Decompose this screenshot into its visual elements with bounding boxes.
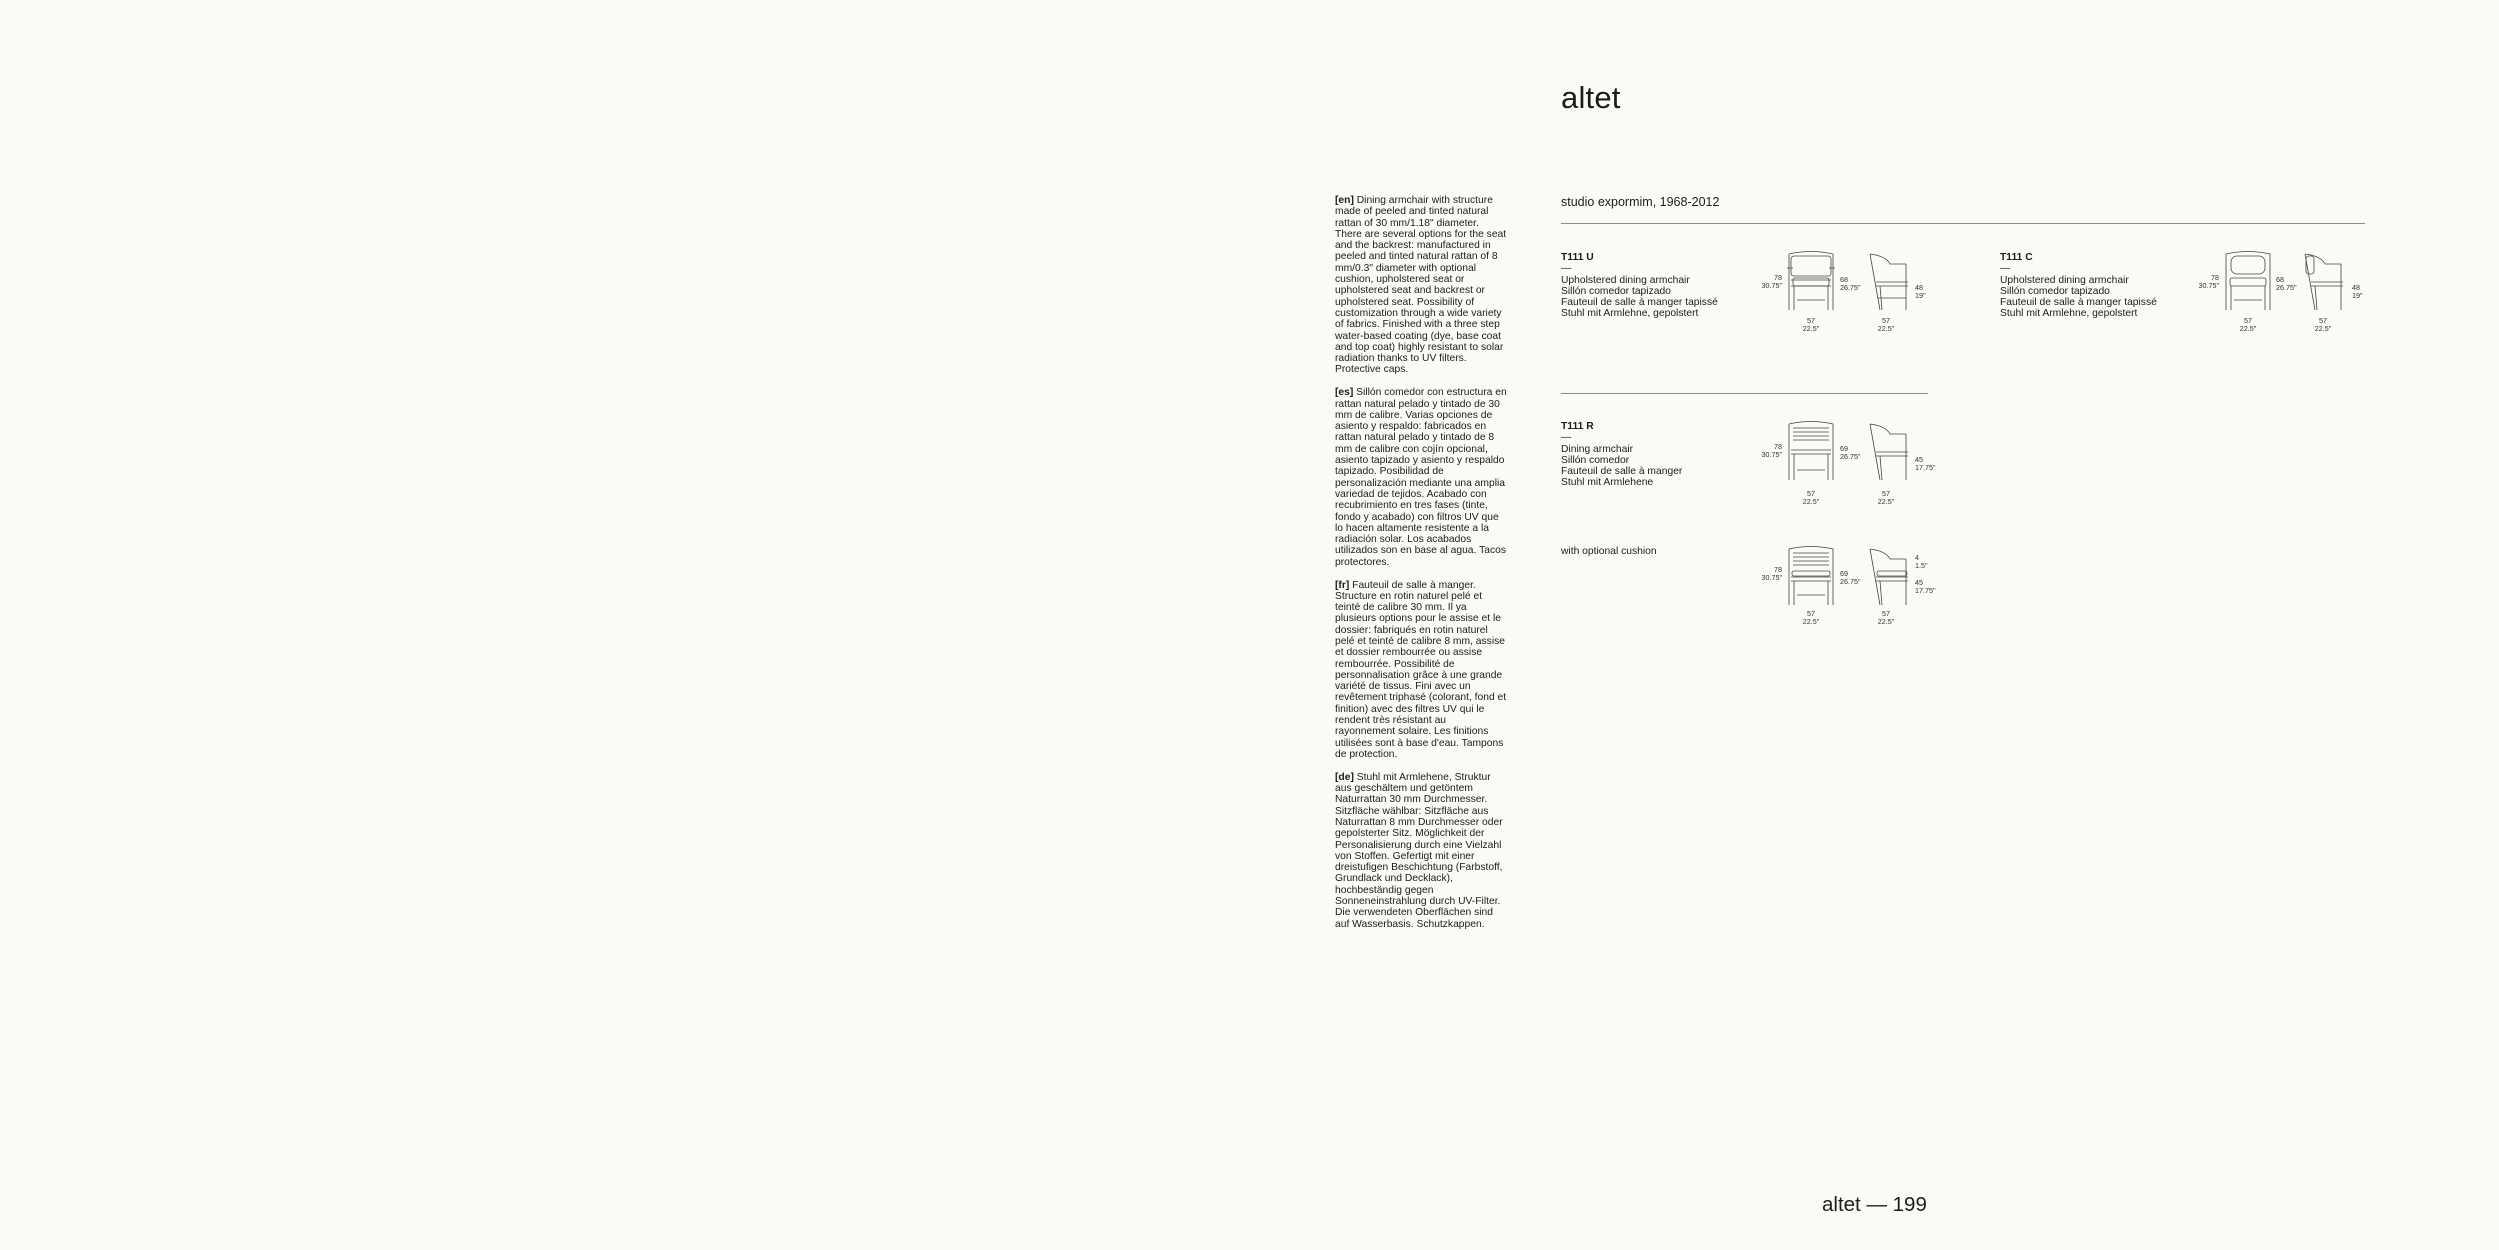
product-name-de: Stuhl mit Armlehne, gepolstert <box>2000 308 2138 320</box>
product-name-es: Sillón comedor tapizado <box>1561 285 1671 297</box>
dimension-cushion-thickness: 4 1.5" <box>1915 553 1928 570</box>
product-name-es: Sillón comedor <box>1561 454 1630 466</box>
product-name-fr: Fauteuil de salle à manger tapissé <box>2000 297 2157 309</box>
product-code: T111 C <box>2000 252 2033 263</box>
dimension-seat-height: 45 17.75" <box>1915 578 1936 595</box>
section-divider <box>1561 393 1928 394</box>
dimension-width: 57 22.5" <box>1802 316 1820 333</box>
page-footer: altet — 199 <box>1822 1193 1927 1216</box>
optional-cushion-label: with optional cushion <box>1561 546 1657 557</box>
dimension-depth: 57 22.5" <box>1877 316 1895 333</box>
dimension-depth: 57 22.5" <box>2314 316 2332 333</box>
product-code: T111 R <box>1561 421 1594 432</box>
dimension-seat-height: 48 19" <box>1915 283 1926 300</box>
description-fr: [fr] Fauteuil de salle à manger. Structure en rotin naturel pelé et teinté de calibre 30 mm. Il ya plusieurs options pour le assise et le dossier: fabriqués en rotin naturel pelé et teinté de calibre 8 mm, assise et dossier rembourrée ou assise rembourrée. Possibilité de personnalisation grâce à une grande variété de tissus. Fini avec un revêtement triphasé (colorant, fond et finition) avec des filtres UV qui le rendent très résistant au rayonnement solaire. Les finitions utilisées sont à base d'eau. Tampons de protection. <box>1335 579 1507 760</box>
dimension-arm-height: 69 26.75" <box>1840 444 1861 461</box>
product-name-de: Stuhl mit Armlehne, gepolstert <box>1561 308 1699 320</box>
dimension-width: 57 22.5" <box>2239 316 2257 333</box>
dimension-seat-height: 48 19" <box>2352 283 2363 300</box>
product-t111r: T111 R — Dining armchair Sillón comedor Fauteuil de salle à manger Stuhl mit Armlehene <box>1561 421 1683 489</box>
dimension-height: 78 30.75" <box>2198 273 2219 290</box>
brand-title: altet <box>1561 80 1621 115</box>
product-name-fr: Fauteuil de salle à manger tapissé <box>1561 297 1718 309</box>
description-de: [de] Stuhl mit Armlehene, Struktur aus geschältem und getöntem Naturrattan 30 mm Durchmesser. Sitzfläche wählbar: Sitzfläche aus Naturrattan 8 mm Durchmesser oder gepolsterter Sitz. Möglichkeit der Personalisierung durch eine Vielzahl von Stoffen. Gefertigt mit einer dreistufigen Beschichtung (Farbstoff, Grundlack und Decklack), hochbeständig gegen Sonneneinstrahlung durch UV-Filter. Die verwendeten Oberflächen sind auf Wasserbasis. Schutzkappen. <box>1335 771 1503 930</box>
product-name-en: Upholstered dining armchair <box>1561 274 1690 286</box>
front-view-drawing <box>2222 250 2274 312</box>
dimension-width: 57 22.5" <box>1802 489 1820 506</box>
dimension-arm-height: 69 26.75" <box>1840 569 1861 586</box>
product-name-en: Upholstered dining armchair <box>2000 274 2129 286</box>
header-divider <box>1561 223 2365 224</box>
dimension-height: 78 30.75" <box>1761 565 1782 582</box>
dimension-seat-height: 45 17.75" <box>1915 455 1936 472</box>
product-name-fr: Fauteuil de salle à manger <box>1561 466 1683 478</box>
product-name-de: Stuhl mit Armlehene <box>1561 477 1654 489</box>
product-name-en: Dining armchair <box>1561 443 1634 455</box>
description-en: [en] Dining armchair with structure made of peeled and tinted natural rattan of 30 mm/1.18" diameter. There are several options for the seat and the backrest: manufactured in peeled and tinted natural rattan of 8 mm/0.3" diameter with optional cushion, upholstered seat or upholstered seat and backrest or upholstered seat. Possibility of customization through a wide variety of fabrics. Finished with a three step water-based coating (dye, base coat and top coat) highly resistant to solar radiation thanks to UV filters. Protective caps. <box>1335 195 1507 376</box>
product-description <box>1335 195 1507 941</box>
dimension-arm-height: 68 26.75" <box>2276 275 2297 292</box>
front-view-drawing <box>1785 250 1837 312</box>
dimension-height: 78 30.75" <box>1761 273 1782 290</box>
dimension-height: 78 30.75" <box>1761 442 1782 459</box>
product-code: T111 U <box>1561 252 1594 263</box>
product-name-es: Sillón comedor tapizado <box>2000 285 2110 297</box>
dimension-width: 57 22.5" <box>1802 609 1820 626</box>
dimension-arm-height: 68 26.75" <box>1840 275 1861 292</box>
side-view-drawing <box>2301 250 2347 312</box>
side-view-drawing <box>1866 545 1912 607</box>
designer-credit: studio expormim, 1968-2012 <box>1561 195 1720 209</box>
front-view-drawing <box>1785 545 1837 607</box>
dimension-depth: 57 22.5" <box>1877 489 1895 506</box>
side-view-drawing <box>1866 420 1912 482</box>
product-t111c: T111 C — Upholstered dining armchair Sillón comedor tapizado Fauteuil de salle à manger tapissé Stuhl mit Armlehne, gepolstert <box>2000 252 2157 320</box>
description-es: [es] Sillón comedor con estructura en rattan natural pelado y tintado de 30 mm de calibre. Varias opciones de asiento y respaldo: fabricados en rattan natural pelado y tintado de 8 mm de calibre con cojín opcional, asiento tapizado y asiento y respaldo tapizado. Posibilidad de personalización mediante una amplia variedad de tejidos. Acabado con recubrimiento en tres fases (tinte, fondo y acabado) con filtros UV que lo hacen altamente resistente a la radiación solar. Los acabados utilizados son en base al agua. Tacos protectores. <box>1335 387 1507 568</box>
side-view-drawing <box>1866 250 1912 312</box>
front-view-drawing <box>1785 420 1837 482</box>
product-t111u: T111 U — Upholstered dining armchair Sillón comedor tapizado Fauteuil de salle à manger tapissé Stuhl mit Armlehne, gepolstert <box>1561 252 1718 320</box>
dimension-depth: 57 22.5" <box>1877 609 1895 626</box>
